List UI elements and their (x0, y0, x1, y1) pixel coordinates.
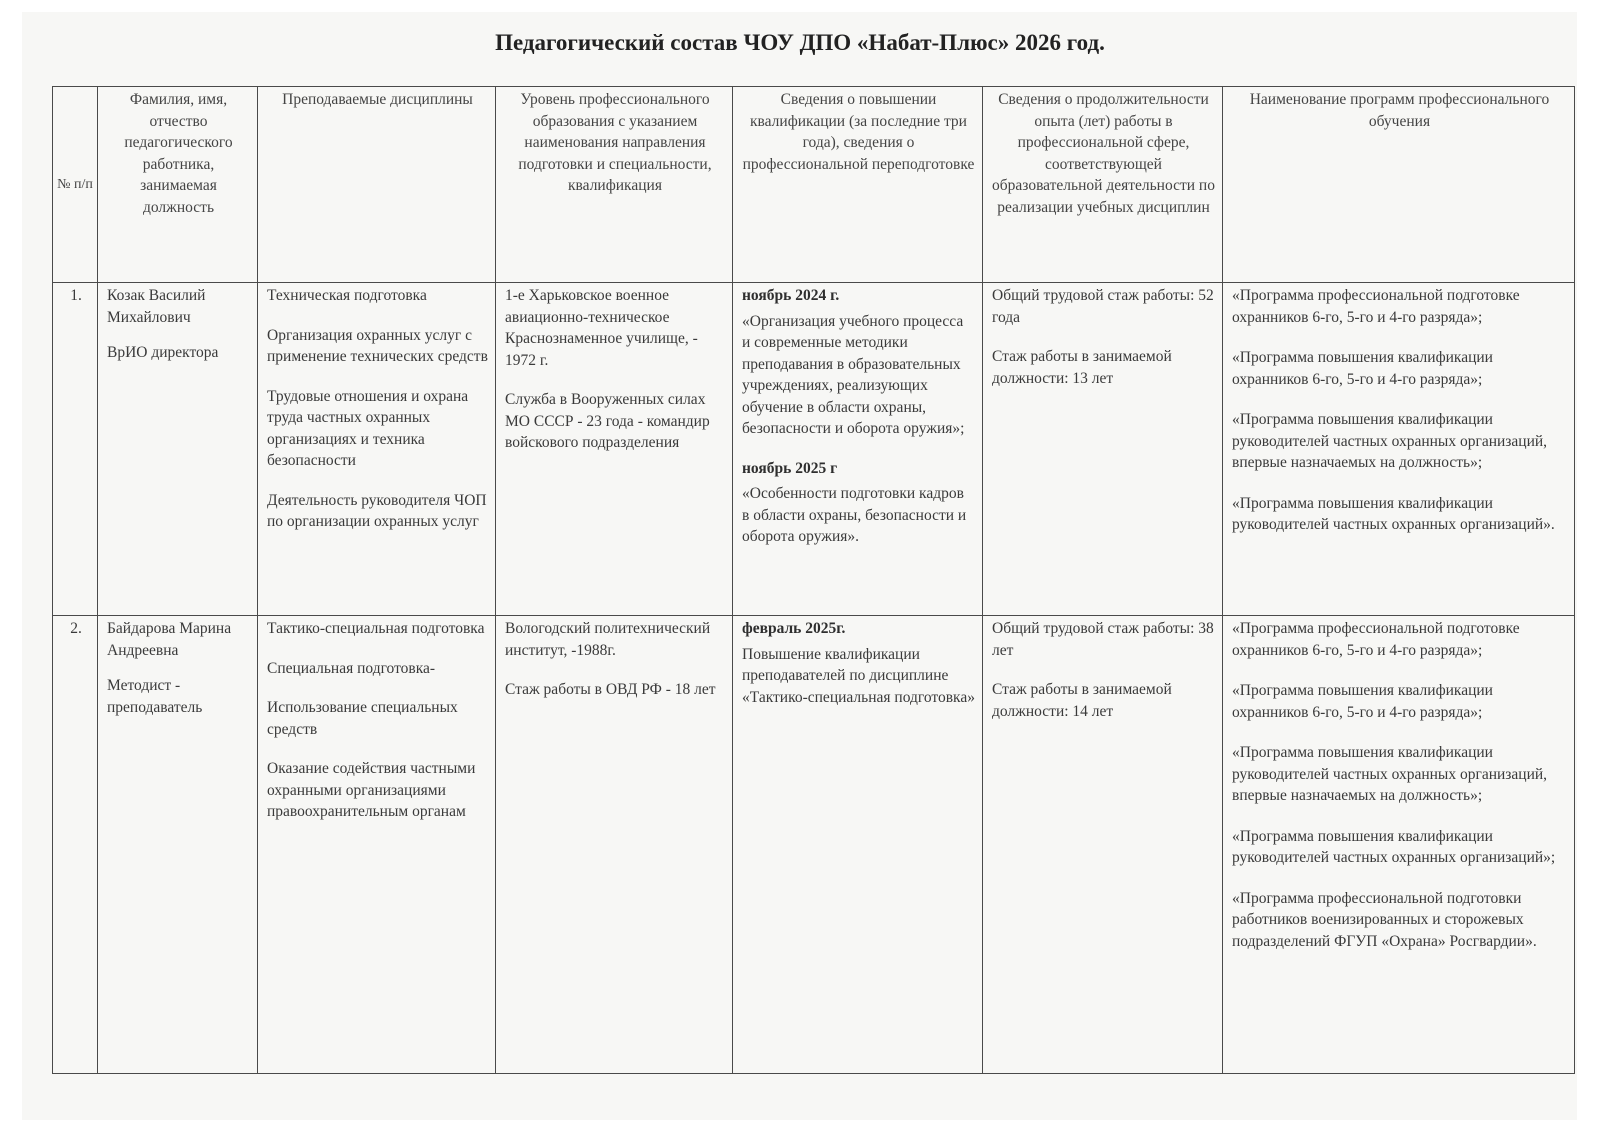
program-item: «Программа профессиональной подготовке охранников 6-го, 5-го и 4-го разряда»; (1232, 287, 1520, 326)
staff-name-cell (98, 616, 258, 1074)
qualification-cell (733, 616, 983, 1074)
experience-item: Стаж работы в занимаемой должности: 13 лет (992, 348, 1172, 387)
program-item: «Программа повышения квалификации руководителей частных охранных организаций, впервые назначаемых на должность»; (1232, 411, 1548, 471)
header-name: Фамилия, имя, отчество педагогического работника, занимаемая должность (98, 87, 258, 283)
row-number: 2. (53, 616, 98, 1074)
experience-cell (983, 283, 1223, 616)
program-item: «Программа профессиональной подготовки работников военизированных и сторожевых подразделений ФГУП «Охрана» Росгвардии». (1232, 889, 1537, 950)
discipline-item: Техническая подготовка (267, 287, 427, 304)
experience-item: Общий трудовой стаж работы: 52 года (992, 287, 1214, 326)
table-row (53, 283, 1575, 616)
table-header-row (53, 87, 1575, 283)
staff-position: Методист - преподаватель (107, 677, 203, 716)
qualification-date: ноябрь 2025 г (742, 459, 838, 477)
header-programs: Наименование программ профессионального обучения (1223, 87, 1575, 283)
header-disciplines: Преподаваемые дисциплины (258, 87, 496, 283)
program-item: «Программа повышения квалификации охранников 6-го, 5-го и 4-го разряда»; (1232, 349, 1493, 388)
staff-name: Козак Василий Михайлович (107, 287, 206, 326)
education-item: Стаж работы в ОВД РФ - 18 лет (505, 681, 716, 698)
staff-name: Байдарова Марина Андреевна (107, 620, 232, 659)
program-item: «Программа повышения квалификации руководителей частных охранных организаций». (1232, 494, 1555, 533)
row-number: 1. (53, 283, 98, 616)
education-item: Вологодский политехнический институт, -1988г. (505, 620, 711, 659)
discipline-item: Специальная подготовка- (267, 659, 436, 677)
education-item: 1-е Харьковское военное авиационно-техническое Краснознаменное училище, - 1972 г. (505, 287, 698, 369)
program-item: «Программа повышения квалификации руководителей частных охранных организаций»; (1232, 827, 1556, 866)
programs-cell (1223, 616, 1575, 1074)
program-item: «Программа профессиональной подготовке охранников 6-го, 5-го и 4-го разряда»; (1232, 620, 1520, 659)
header-num: № п/п (53, 87, 98, 283)
qualification-date: февраль 2025г. (742, 620, 846, 637)
qualification-text: «Особенности подготовки кадров в области охраны, безопасности и оборота оружия». (742, 485, 967, 545)
qualification-text: «Организация учебного процесса и современные методики преподавания в образовательных учреждениях, реализующих обучение в области охраны, безопасности и оборота оружия»; (742, 312, 965, 437)
qualification-date: ноябрь 2024 г. (742, 287, 840, 304)
discipline-item: Деятельность руководителя ЧОП по организации охранных услуг (267, 491, 487, 530)
program-item: «Программа повышения квалификации руководителей частных охранных организаций, впервые назначаемых на должность»; (1232, 744, 1548, 804)
staff-position: ВрИО директора (107, 344, 219, 361)
program-item: «Программа повышения квалификации охранников 6-го, 5-го и 4-го разряда»; (1232, 682, 1493, 721)
disciplines-cell (258, 616, 496, 1074)
header-qualification: Сведения о повышении квалификации (за последние три года), сведения о профессиональной переподготовке (733, 87, 983, 283)
experience-item: Общий трудовой стаж работы: 38 лет (992, 620, 1214, 659)
education-cell (496, 616, 733, 1074)
discipline-item: Тактико-специальная подготовка (267, 620, 485, 637)
disciplines-cell (258, 283, 496, 616)
document-title: Педагогический состав ЧОУ ДПО «Набат-Плюс» 2026 год. (495, 30, 1105, 55)
education-item: Служба в Вооруженных силах МО СССР - 23 года - командир войскового подразделения (505, 391, 710, 451)
staff-name-cell (98, 283, 258, 616)
programs-cell (1223, 283, 1575, 616)
discipline-item: Организация охранных услуг с применение технических средств (267, 326, 488, 365)
discipline-item: Трудовые отношения и охрана труда частных охранных организациях и техника безопасности (267, 387, 469, 469)
experience-cell (983, 616, 1223, 1074)
education-cell (496, 283, 733, 616)
discipline-item: Оказание содействия частными охранными организациями правоохранительным органам (267, 760, 476, 820)
qualification-text: Повышение квалификации преподавателей по дисциплине «Тактико-специальная подготовка» (742, 645, 975, 706)
table-row (53, 616, 1575, 1074)
qualification-cell (733, 283, 983, 616)
header-experience: Сведения о продолжительности опыта (лет) работы в профессиональной сфере, соответствующей образовательной деятельности по реализации учебных дисциплин (983, 87, 1223, 283)
discipline-item: Использование специальных средств (267, 699, 458, 738)
staff-table (52, 86, 1575, 1074)
experience-item: Стаж работы в занимаемой должности: 14 лет (992, 681, 1172, 720)
header-education: Уровень профессионального образования с указанием наименования направления подготовки и специальности, квалификация (496, 87, 733, 283)
